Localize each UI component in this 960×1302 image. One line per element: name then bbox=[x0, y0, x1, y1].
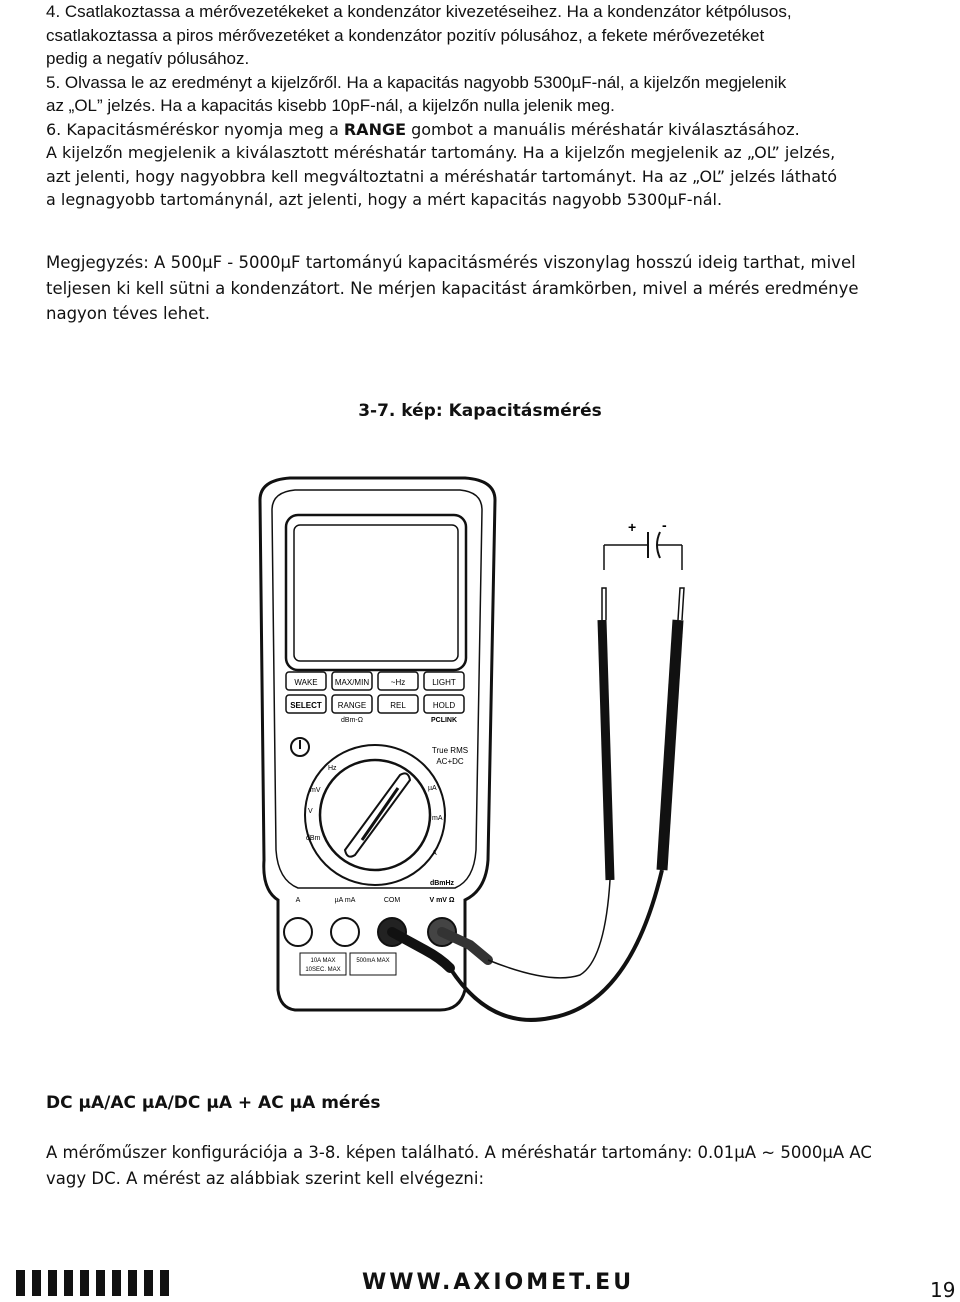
figure-caption: 3-7. kép: Kapacitásmérés bbox=[358, 401, 602, 421]
section-paragraph bbox=[46, 1140, 926, 1191]
jack-label: µA mA bbox=[334, 897, 356, 904]
text-line: A mérőműszer konfigurációja a 3-8. képen található. A méréshatár tartomány: 0.01µA ~ 5000µA AC bbox=[46, 1143, 872, 1162]
red-probe-body bbox=[602, 620, 610, 880]
button-label: LIGHT bbox=[432, 678, 456, 687]
rotary-dial[interactable] bbox=[320, 760, 430, 870]
footer-url: WWW.AXIOMET.EU bbox=[362, 1270, 635, 1295]
page-number: 19 bbox=[930, 1278, 956, 1302]
text-line: 4. Csatlakoztassa a mérővezetékeket a kondenzátor kivezetéseihez. Ha a kondenzátor kétpólusos, bbox=[46, 2, 792, 21]
text-line: pedig a negatív pólusához. bbox=[46, 49, 250, 68]
text-line: a legnagyobb tartománynál, azt jelenti, hogy a mért kapacitás nagyobb 5300µF-nál. bbox=[46, 190, 723, 209]
ac-dc-label: AC+DC bbox=[436, 757, 464, 766]
dial-label: dBm bbox=[306, 835, 321, 842]
text-line: A kijelzőn megjelenik a kiválasztott méréshatár tartomány. Ha a kijelzőn megjelenik az „OL” jelzés, bbox=[46, 143, 836, 162]
text-line: Megjegyzés: A 500µF - 5000µF tartományú kapacitásmérés viszonylag hosszú ideig tarthat, mivel bbox=[46, 253, 856, 272]
button-label: REL bbox=[390, 701, 406, 710]
text-line: vagy DC. A mérést az alábbiak szerint kell elvégezni: bbox=[46, 1168, 484, 1188]
button-label: RANGE bbox=[337, 701, 367, 710]
button-label: ~Hz bbox=[390, 678, 406, 687]
dial-label: A bbox=[432, 850, 437, 857]
section-heading: DC µA/AC µA/DC µA + AC µA mérés bbox=[46, 1093, 381, 1113]
text-line: nagyon téves lehet. bbox=[46, 304, 211, 323]
dial-label: mV bbox=[310, 787, 321, 794]
sub-label: PCLINK bbox=[430, 717, 458, 724]
dial-pointer-groove bbox=[362, 788, 398, 840]
true-rms-label: True RMS bbox=[431, 746, 469, 755]
multimeter-figure bbox=[250, 470, 710, 1064]
display-outer bbox=[286, 515, 466, 670]
dial-label: mA bbox=[432, 815, 443, 822]
text-line bbox=[46, 118, 926, 142]
multimeter-illustration bbox=[250, 470, 710, 1060]
ua-ma-jack bbox=[331, 918, 359, 946]
dial-label: V bbox=[308, 808, 313, 815]
fuse-label: 10SEC. MAX bbox=[305, 967, 341, 973]
button-label: HOLD bbox=[432, 701, 456, 710]
footer-barcode-decoration bbox=[16, 1270, 169, 1296]
button-label: SELECT bbox=[290, 701, 322, 710]
text-line: teljesen ki kell sütni a kondenzátort. Ne mérjen kapacitást áramkörben, mivel a mérés eredménye bbox=[46, 278, 859, 298]
button-label: WAKE bbox=[294, 678, 318, 687]
button-row-1 bbox=[286, 672, 464, 690]
fuse-label: 10A MAX bbox=[310, 958, 336, 964]
a-jack bbox=[284, 918, 312, 946]
dial-label: Hz bbox=[328, 765, 337, 772]
text-line: az „OL” jelzés. Ha a kapacitás kisebb 10pF-nál, a kijelzőn nulla jelenik meg. bbox=[46, 96, 615, 115]
jack-label: COM bbox=[383, 897, 401, 904]
note-paragraph bbox=[46, 250, 926, 327]
fuse-box-ma bbox=[350, 953, 396, 975]
sub-label: dBm-Ω bbox=[341, 717, 363, 724]
jack-label: A bbox=[295, 897, 301, 904]
text-line: 5. Olvassa le az eredményt a kijelzőről. Ha a kapacitás nagyobb 5300µF-nál, a kijelzőn megjelenik bbox=[46, 72, 787, 92]
capacitor-plus-sign: + bbox=[628, 519, 637, 535]
dial-label: µA bbox=[428, 785, 437, 792]
instructions-paragraph bbox=[46, 0, 926, 212]
text-line: csatlakoztassa a piros mérővezetéket a kondenzátor pozitív pólusához, a fekete mérővezetéket bbox=[46, 25, 765, 45]
black-lead bbox=[450, 870, 662, 1020]
button-label: MAX/MIN bbox=[334, 678, 370, 687]
button-row-2 bbox=[286, 695, 464, 724]
range-keyword: RANGE bbox=[343, 119, 407, 139]
black-probe-tip bbox=[678, 588, 684, 620]
red-lead bbox=[488, 880, 610, 978]
jack-label: V mV Ω bbox=[429, 897, 455, 904]
red-probe-tip bbox=[602, 588, 606, 620]
text-line: azt jelenti, hogy nagyobbra kell megváltoztatni a méréshatár tartományt. Ha az „OL” jelzés látható bbox=[46, 166, 838, 186]
lcd-screen bbox=[294, 525, 458, 661]
jack-label: dBmHz bbox=[429, 880, 455, 887]
fuse-label: 500mA MAX bbox=[356, 958, 390, 964]
text-segment: gombot a manuális méréshatár kiválasztásához. bbox=[406, 119, 800, 139]
black-probe-body bbox=[662, 620, 678, 870]
text-segment: 6. Kapacitásméréskor nyomja meg a bbox=[46, 119, 344, 139]
dial-outer-ring bbox=[305, 745, 445, 885]
capacitor-minus-sign: - bbox=[662, 517, 667, 533]
